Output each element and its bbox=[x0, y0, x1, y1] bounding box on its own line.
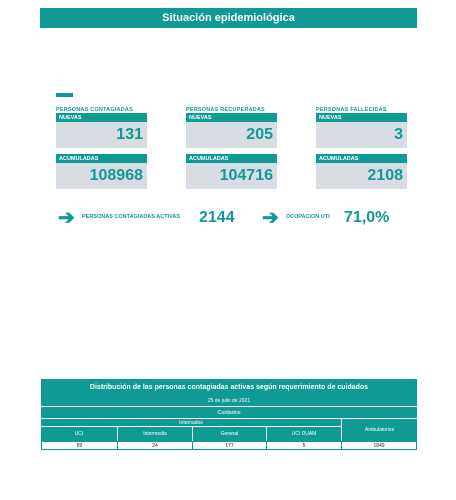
card-fallecidas-label: PERSONAS FALLECIDAS bbox=[316, 107, 387, 113]
table-internados: Internados bbox=[41, 418, 341, 426]
activas-value: 2144 bbox=[199, 209, 235, 226]
table-cuidados: Cuidados bbox=[41, 406, 417, 418]
card-fallecidas-acum-value: 2108 bbox=[316, 163, 407, 189]
card-recuperadas-acum-label: ACUMULADAS bbox=[186, 154, 277, 163]
table-col-uci-duam: UCI DUAM bbox=[266, 426, 341, 441]
table-cell: 24 bbox=[117, 441, 192, 450]
table-title: Distribución de las personas contagiadas activas según requerimiento de cuidados bbox=[41, 379, 417, 396]
table-cell: 5 bbox=[266, 441, 341, 450]
card-recuperadas-nuevas-label: NUEVAS bbox=[186, 113, 277, 122]
card-contagiadas-nuevas-label: NUEVAS bbox=[56, 113, 147, 122]
card-contagiadas-acum-label: ACUMULADAS bbox=[56, 154, 147, 163]
arrow-right-icon: ➔ bbox=[58, 207, 75, 229]
activas-label: PERSONAS CONTAGIADAS ACTIVAS bbox=[82, 214, 180, 220]
card-fallecidas-acum-label: ACUMULADAS bbox=[316, 154, 407, 163]
card-recuperadas-nuevas-value: 205 bbox=[186, 122, 277, 148]
card-fallecidas-nuevas-label: NUEVAS bbox=[316, 113, 407, 122]
card-fallecidas-nuevas-value: 3 bbox=[316, 122, 407, 148]
card-contagiadas-nuevas-value: 131 bbox=[56, 122, 147, 148]
cuidados-table bbox=[41, 379, 417, 450]
card-contagiadas-acum-value: 108968 bbox=[56, 163, 147, 189]
card-recuperadas-label: PERSONAS RECUPERADAS bbox=[186, 107, 265, 113]
page-title: Situación epidemiológica bbox=[40, 8, 417, 28]
table-date: 25 de julio de 2021 bbox=[41, 396, 417, 406]
arrow-right-icon: ➔ bbox=[262, 207, 279, 229]
table-ambulatorios: Ambulatorios bbox=[341, 418, 417, 441]
table-cell: 89 bbox=[41, 441, 117, 450]
uti-label: OCUPACION UTI bbox=[286, 214, 330, 220]
card-contagiadas-label: PERSONAS CONTAGIADAS bbox=[56, 107, 133, 113]
table-col-intermedia: Intermedia bbox=[117, 426, 192, 441]
uti-value: 71,0% bbox=[344, 209, 390, 226]
table-col-general: General bbox=[192, 426, 266, 441]
accent-bar bbox=[56, 93, 73, 97]
card-recuperadas-acum-value: 104716 bbox=[186, 163, 277, 189]
table-col-uci: UCI bbox=[41, 426, 117, 441]
table-cell: 177 bbox=[192, 441, 266, 450]
table-cell: 1849 bbox=[341, 441, 417, 450]
